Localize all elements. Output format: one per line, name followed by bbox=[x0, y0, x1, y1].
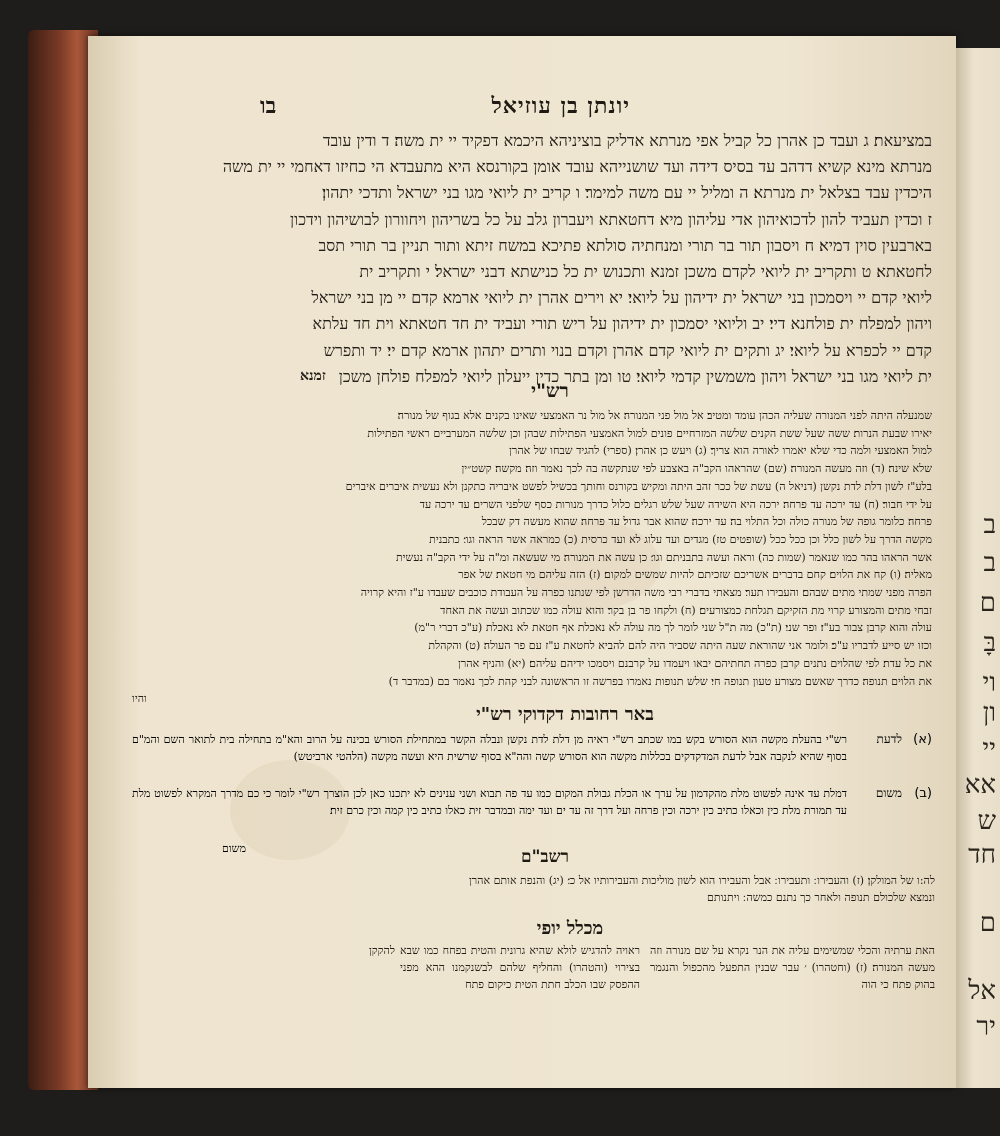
targum-line: ליואי קדם יי ויסמכון בני ישראל ית ידיהון על ליואי׃ יא וירים אהרן ית ליואי ארמא קדם יי מן בני ישראל bbox=[311, 288, 932, 308]
page-number: בו bbox=[260, 93, 277, 119]
rashi-line: והיו bbox=[132, 692, 147, 706]
targum-line: היכדין עבד בצלאל ית מנרתא׃ ה ומליל יי עם משה למימר׃ ו קריב ית ליואי מגו בני ישראל ותדכי יתהון׃ bbox=[322, 183, 932, 203]
targum-text bbox=[132, 128, 932, 390]
mikhlal-column-middle: ראויה להדגיש לולא שהיא גרונית והטית בפחח כמו שבא בצירוי (והטהרו) והחליף שלהם לבשנקמנו ההא מפני ההפסק שבו הכלב חתת הטית כיקום פתח bbox=[400, 944, 640, 991]
entry-marker: (ב) bbox=[914, 786, 932, 801]
rashi-line: מקשה הדרך על לשון כלל וכן ככל ככל (שופטים טז) מגדים ועד עלוג לא ועד כרסית (כ) כמראה אשר הראה וגו׳׃ כתבנית bbox=[429, 532, 932, 546]
rashi-line: בלע"ז לשון דלת לדת נקשן (דניאל ה) עשת של ככר זהב היתה ומקיש בקורנס וחותך בכשיל לפשט איבריה כתקנן ולא נעשית איברים איברים bbox=[345, 479, 932, 493]
facing-page-fragment: חד bbox=[968, 840, 996, 870]
targum-line: ויהון למפלח ית פולחנא דיי׃ יב וליואי יסמכון ית ידיהון על ריש תורי ועביד ית חד חטאתא וית חד עלתא bbox=[312, 314, 932, 334]
facing-page-fragment: אל bbox=[968, 976, 996, 1006]
facing-page-fragment: ם bbox=[979, 588, 996, 618]
rashi-commentary bbox=[132, 407, 932, 708]
running-head: יונתן בן עוזיאל bbox=[491, 93, 630, 119]
rashi-line: שמנעלה היתה לפני המנורה שעליה הכהן עומד ומטיב׃ אל מול פני המנורה׃ אל מול נר האמצעי שאינו בקנים אלא בגוף של מנורה׃ bbox=[397, 409, 932, 422]
rashi-line: מאליה׃ (ו) קח את הלוים׃ קחם בדברים אשריכם שזכיתם להיות שמשים למקום׃ (ז) הזה עליהם מי חטאת׃ של אפר bbox=[458, 568, 932, 582]
facing-page-fragment: ון bbox=[982, 698, 996, 728]
rashbam-line: ונמצא שלכולם תנופה ולאחר כך נתנם כמשה ׃ ויתנותם bbox=[707, 891, 935, 904]
facing-page-edge bbox=[956, 48, 1000, 1088]
entry-marker: (א) bbox=[913, 732, 932, 747]
facing-page-fragment: ם bbox=[979, 908, 996, 938]
rashi-line: על ידי חבור׃ (ח) עד ירכה עד פרחה׃ ירכה היא השידה שעל שלש רגלים כלול כדרך מנורות כסף שלפני השרים׃ עד ירכה עד bbox=[419, 497, 932, 511]
facing-page-fragment: יי bbox=[982, 734, 996, 764]
rashi-line: עולה והוא קרבן צבור בע"ז׃ ופר שני׃ (ת"כ) מה ת"ל שני לומר לך מה עולה לא נאכלת אף חטאת לא נאכלת (ע"כ דברי ר"מ) bbox=[414, 621, 932, 635]
facing-page-fragment: ש bbox=[977, 806, 996, 836]
facing-page-fragment: בָּ bbox=[983, 628, 996, 658]
rashi-line: וכזו יש סייע לדבריו ע"כ׃ ולומר אני שהוראת שעה היתה שסביר היה להם להביא לחטאת ע"ז עם פר העולה׃ (ט) והקהלת bbox=[428, 639, 932, 653]
page-header bbox=[260, 93, 720, 127]
facing-page-fragment: ב bbox=[983, 510, 996, 540]
beer-entry bbox=[132, 731, 932, 785]
beer-rechovot-heading: באר רחובות דקדוקי רש"י bbox=[476, 704, 654, 725]
entry-text: רש"י בהעלת מקשה הוא הסורש בקש במו שכתב רש"י ראיה מן דלת לדת נקשן ונבלה הקשר במתחילת הסורש בכינה על הרוב והא"מ בתחילה בית לתואר השם והמ"ם בסוף שהיא לנקבה אבל לדעת המדקדקים בכללות מקשה הוא הסורש קשה והה"א בסוף שרשית היא ועשה מקשה (הלהטי ארביטש) bbox=[132, 733, 847, 763]
rashi-line: פרחה׃ כלומר גופה של מנורה כולה וכל התלוי בה׃ עד ירכה׃ שהוא אבר גדול׃ עד פרחה׃ שהוא מעשה דק שבכל bbox=[481, 515, 932, 529]
rashi-line: למול האמצעי ולמה כדי שלא יאמרו לאורה הוא צריך׃ (ג) ויעש כן אהרן׃ (ספרי) להגיד שבחו של אהרן bbox=[509, 444, 932, 458]
rashbam-heading: רשב"ם bbox=[520, 847, 570, 867]
mikhlal-column-right: האת ערתיה והכלי שמשימים עליה את הנר נקרא על שם מנורה וזה מעשה המנורה׃ (ז) (וחטהרו) ׳ עבר שבנין התפעל מהכפול והנגמר בהוק פתח כי הוה bbox=[650, 944, 935, 991]
facing-page-fragment: וי bbox=[982, 668, 996, 698]
rashi-line: זבחי מתים והמצורע קרוי מת הזקיקם תגלחת כמצורעים׃ (ח) ולקחו פר בן בקר׃ והוא עולה כמו שכתוב ועשה את האחד bbox=[440, 603, 932, 617]
targum-line: במציעאת׃ ג ועבד כן אהרן כל קביל אפי מנרתא אדליק בוציניהא היכמא דפקיד יי ית משה׃ ד ודין עובד bbox=[322, 131, 932, 150]
targum-catchword: זמנא bbox=[300, 368, 326, 384]
rashi-line: הפרה מפני שמתי מתים שבהם׃ והעבירו תער׃ מצאתי בדברי רבי משה הדרשן לפי שנתנו כפרה על העבודת כוכבים שעבדו ע"ז והיא קרויה bbox=[360, 586, 932, 600]
rashbam-commentary bbox=[155, 872, 935, 906]
rashi-line: שלא שינה׃ (ד) וזה מעשה המנורה׃ (שם) שהראהו הקב"ה באצבע לפי שנתקשה בה לכך נאמר וזה׃ מקשה׃ קשט״ין bbox=[461, 462, 932, 476]
mikhlal-column-left: להקקן bbox=[368, 944, 395, 957]
beer-catchword: משום bbox=[222, 842, 246, 855]
targum-line: מנרתא מינא קשיא דדהב עד בסיס דידה ועד שושנייהא עובד אומן בקורנסא היא מתעבדא הי כחיזו דאחמי יי ית משה bbox=[222, 157, 932, 177]
rashi-line: את הלוים תנופה׃ כדרך שאשם מצורע טעון תנופה חי׃ שלש תנופות נאמרו בפרשה זו הראשונה לבני קהת לכך נאמר בם (במדבר ד) bbox=[388, 674, 932, 688]
rashi-line: יאירו שבעת הנרות׃ ששה שעל ששת הקנים שלשה המזרחיים פונים למול האמצעי הפתילות שבהן וכן שלשה המערביים ראשי הפתילות bbox=[367, 426, 932, 440]
targum-line: לחטאתא׃ ט ותקריב ית ליואי לקדם משכן זמנא ותכנוש ית כל כנישתא דבני ישראל׃ י ותקריב ית bbox=[359, 262, 932, 282]
facing-page-fragment: אא bbox=[964, 770, 996, 800]
targum-line: ית ליואי מגו בני ישראל ויהון משמשין קדמי ליואי׃ טו ומן בתר כדין ייעלון ליואי למפלח פולחן משכן bbox=[338, 366, 932, 386]
facing-page-fragment: ב bbox=[983, 548, 996, 578]
beer-entry bbox=[132, 785, 932, 855]
entry-keyword: לדעת bbox=[876, 732, 902, 746]
entry-text: דמלת עד אינה לפשוט מלת מהקדמון על ערך או הכלת גבולת המקום כמו עד פה תבוא ושני ענינים לא יתכנו כאן לכן הוצרך רש"י לומר כי כם מדרך המקרא לפשוט מלת עד תמורת מלת כין וכאלו כתיב כין ירכה וכין פרחה ועל דרך זה עד ים ועד ימה ובמדבר זית כאלו כתיב כין קמה וכין כרם זית׃ bbox=[132, 787, 847, 817]
rashi-line: את כל עדת׃ לפי שהלוים נתנים קרבן כפרה תחתיהם יבאו ויעמדו על קרבנם ויסמכו ידיהם עליהם׃ (יא) והניף אהרן bbox=[458, 656, 932, 670]
rashi-heading: רש"י bbox=[531, 380, 569, 402]
targum-line: ז וכדין תעביד להון לדכואיהון אדי עליהון מיא דחטאתא ויעברון גלב על כל בשריהון ויחוורון לבושיהון וידכון bbox=[290, 209, 932, 229]
targum-line: קדם יי לכפרא על ליואי׃ יג ותקים ית ליואי קדם אהרן וקדם בנוי ותרים יתהון ארמא קדם יי׃ יד ותפרש bbox=[323, 340, 932, 360]
mikhlal-yofi-heading: מכלל יופי bbox=[536, 918, 604, 939]
rashbam-line: לה:ו של המולקן׃ (ז) והעבירו ׃ ותעבירו ׃ אבל והעבירו הוא לשון מוליכות והעבירותיו אל כ׳׃ (יג) והנפת אותם אהרן bbox=[468, 874, 935, 887]
targum-line: בארבעין סוין דמיא׃ ח ויסבון תור בר תורי ומנחתיה סולתא פתיכא במשח זיתא ותור תניין בר תורי תסב bbox=[318, 235, 932, 255]
facing-page-fragment: יר bbox=[976, 1012, 996, 1042]
entry-keyword: משום bbox=[875, 786, 902, 800]
rashi-line: אשר הראהו בהר כמו שנאמר (שמות כה) וראה ועשה בתבניתם וגו׳׃ כן עשה את המנורה׃ מי שעשאה ומ"ה על ידי הקב"ה נעשית bbox=[395, 550, 932, 564]
